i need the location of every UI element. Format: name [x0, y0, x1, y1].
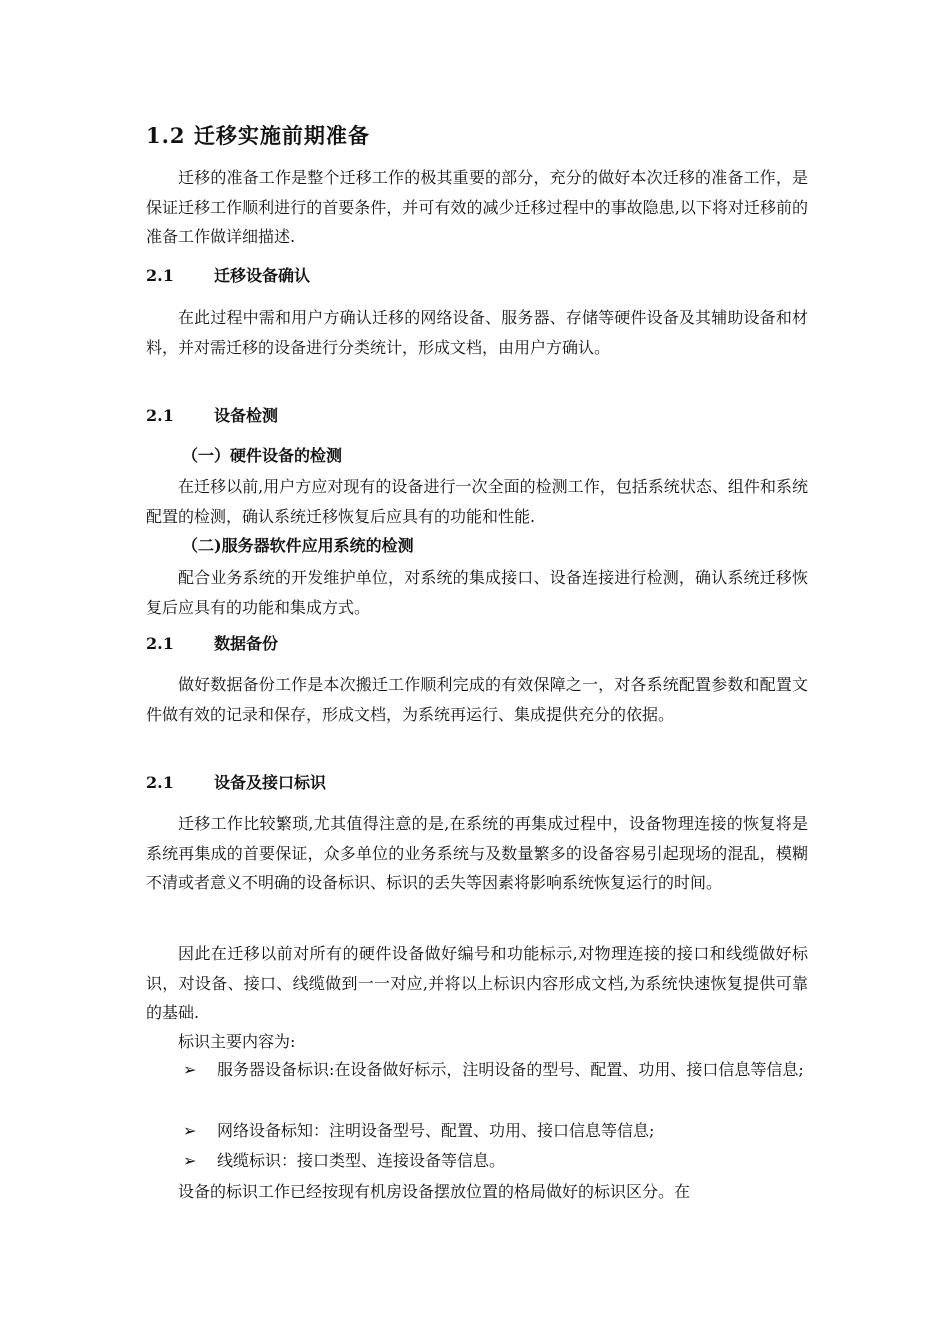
hardware-inspection-paragraph: 在迁移以前,用户方应对现有的设备进行一次全面的检测工作，包括系统状态、组件和系统配置的检测，确认系统迁移恢复后应具有的功能和性能.	[146, 477, 808, 526]
heading-equipment-confirmation	[146, 263, 808, 289]
heading-equipment-inspection	[146, 403, 808, 429]
heading-equipment-labeling	[146, 770, 808, 796]
heading-data-backup	[146, 631, 808, 657]
heading-number: 2.1	[146, 773, 174, 792]
list-item	[183, 1055, 808, 1084]
equipment-confirmation-paragraph: 在此过程中需和用户方确认迁移的网络设备、服务器、存储等硬件设备及其辅助设备和材料，并对需迁移的设备进行分类统计，形成文档，由用户方确认。	[146, 308, 808, 357]
intro-paragraph: 迁移的准备工作是整个迁移工作的极其重要的部分，充分的做好本次迁移的准备工作，是保证迁移工作顺利进行的首要条件，并可有效的减少迁移过程中的事故隐患,以下将对迁移前的准备工作做详细描述.	[146, 168, 808, 246]
heading-number: 2.1	[146, 634, 174, 653]
list-item	[183, 1146, 808, 1175]
section-title: 1.2 迁移实施前期准备	[146, 123, 370, 148]
heading-text: 数据备份	[214, 634, 279, 653]
labeling-paragraph-2: 因此在迁移以前对所有的硬件设备做好编号和功能标示,对物理连接的接口和线缆做好标识，对设备、接口、线缆做到一一对应,并将以上标识内容形成文档,为系统快速恢复提供可靠的基础.	[146, 944, 808, 1022]
arrow-bullet-icon: ➢	[183, 1151, 197, 1170]
subheading-software-inspection: （二)服务器软件应用系统的检测	[182, 536, 414, 555]
labeling-paragraph-3: 标识主要内容为:	[178, 1032, 296, 1051]
software-inspection-paragraph: 配合业务系统的开发维护单位，对系统的集成接口、设备连接进行检测，确认系统迁移恢复后应具有的功能和集成方式。	[146, 568, 808, 617]
list-item-text: 服务器设备标识:在设备做好标示，注明设备的型号、配置、功用、接口信息等信息;	[217, 1060, 804, 1079]
list-item	[183, 1116, 808, 1145]
list-item-text: 线缆标识：接口类型、连接设备等信息。	[217, 1151, 506, 1170]
labeling-paragraph-4: 设备的标识工作已经按现有机房设备摆放位置的格局做好的标识区分。在	[178, 1182, 691, 1201]
labeling-paragraph-1: 迁移工作比较繁琐,尤其值得注意的是,在系统的再集成过程中，设备物理连接的恢复将是系统再集成的首要保证，众多单位的业务系统与及数量繁多的设备容易引起现场的混乱，模糊不清或者意义不明确的设备标识、标识的丢失等因素将影响系统恢复运行的时间。	[146, 814, 808, 892]
arrow-bullet-icon: ➢	[183, 1121, 197, 1140]
heading-text: 迁移设备确认	[214, 266, 311, 285]
arrow-bullet-icon: ➢	[183, 1060, 197, 1079]
subheading-hardware-inspection: （一）硬件设备的检测	[182, 446, 343, 465]
heading-number: 2.1	[146, 406, 174, 425]
data-backup-paragraph: 做好数据备份工作是本次搬迁工作顺利完成的有效保障之一，对各系统配置参数和配置文件做有效的记录和保存，形成文档，为系统再运行、集成提供充分的依据。	[146, 675, 808, 724]
heading-text: 设备及接口标识	[214, 773, 327, 792]
heading-number: 2.1	[146, 266, 174, 285]
list-item-text: 网络设备标知：注明设备型号、配置、功用、接口信息等信息;	[217, 1121, 655, 1140]
heading-text: 设备检测	[214, 406, 279, 425]
